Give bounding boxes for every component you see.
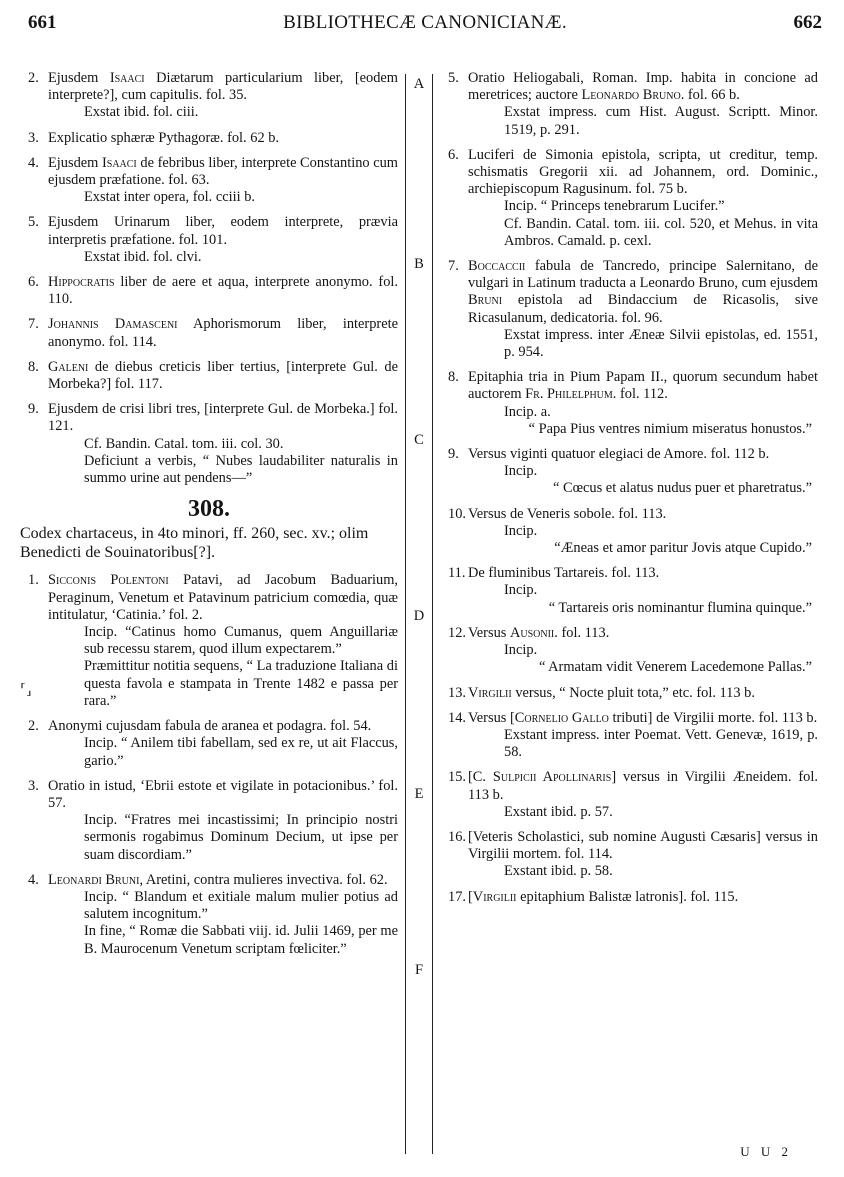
margin-letter-f: F [414,962,424,978]
list-item: 17. [Virgilii epitaphium Balistæ latronis]. fol. 115. [448,888,739,905]
list-item: 15. [C. Sulpicii Apollinaris] versus in Virgilii Æneidem. fol. 113 b. Exstant ibid. p. 57. [448,769,818,820]
list-item: 11. De fluminibus Tartareis. fol. 113. Incip. “ Tartareis oris nominantur flumina quinque.” [448,565,812,616]
margin-letter-c: C [414,432,424,448]
list-item: 6. Luciferi de Simonia epistola, scripta, ut creditur, temp. schismatis Gregorii xii. ad Johannem, ord. Dominic., archiepiscopum Ragusinum. fol. 75 b. Incip. “ Princeps tenebrarum Lucifer.” Cf. Bandin. Catal. tom. iii. col. 520, et Mehus. in vita Ambros. Camald. p. cexl. [448,146,818,249]
list-item: 12. Versus Ausonii. fol. 113. Incip. “ Armatam vidit Venerem Lacedemone Pallas.” [448,624,812,676]
list-item: 1. Sicconis Polentoni Patavi, ad Jacobum Baduarium, Peraginum, Venetum et Patavinum patricium comœdia, quæ intitulatur, ‘Catinia.’ fol. 2. Incip. “Catinus homo Cumanus, quem Anguillariæ sub recessu starem, quod illum expectarem.” Præmittitur notitia sequens, “ La traduzione Italiana di questa favola e stampata in Trente 1482 e passa per rara.” [28,572,398,709]
list-item: 4. Ejusdem Isaaci de febribus liber, interprete Constantino cum ejusdem præfatione. fol. 63. Exstat inter opera, fol. cciii b. [28,154,398,206]
list-item: 5. Oratio Heliogabali, Roman. Imp. habita in concione ad meretrices; auctore Leonardo Bruno. fol. 66 b. Exstat impress. cum Hist. August. Scriptt. Minor. 1519, p. 291. [448,70,818,138]
running-title: BIBLIOTHECÆ CANONICIANÆ. [283,12,567,33]
list-item: 9. Versus viginti quatuor elegiaci de Amore. fol. 112 b. Incip. “ Cœcus et alatus nudus puer et pharetratus.” [448,446,812,497]
list-item: 10. Versus de Veneris sobole. fol. 113. Incip. “Æneas et amor paritur Jovis atque Cupido.” [448,505,812,557]
margin-letter-a: A [413,76,425,92]
list-item: 8. Galeni de diebus creticis liber tertius, [interprete Gul. de Morbeka?] fol. 117. [28,358,398,393]
list-item: 6. Hippocratis liber de aere et aqua, interprete anonymo. fol. 110. [28,274,398,308]
list-item: 16. [Veteris Scholastici, sub nomine Augusti Cæsaris] versus in Virgilii mortem. fol. 114. Exstant ibid. p. 58. [448,828,818,880]
list-item: 9. Ejusdem de crisi libri tres, [interprete Gul. de Morbeka.] fol. 121. Cf. Bandin. Catal. tom. iii. col. 30. Deficiunt a verbis, “ Nubes laudabiliter naturalis in summo urine aut pendens—” [28,401,398,487]
list-item: 13. Virgilii versus, “ Nocte pluit tota,” etc. fol. 113 b. [448,684,755,701]
page-number-right: 662 [793,12,822,33]
page-header [28,12,822,38]
list-item: 4. Leonardi Bruni, Aretini, contra mulieres invectiva. fol. 62. Incip. “ Blandum et exitiale malum mulier potius ad salutem incognitum.” In fine, “ Romæ die Sabbati viij. id. Julii 1469, per me B. Maurocenum Venetum scriptam fœliciter.” [28,871,398,957]
margin-letter-b: B [414,256,424,272]
list-item: 3. Explicatio sphæræ Pythagoræ. fol. 62 b. [28,129,280,146]
signature-mark: U U 2 [740,1144,792,1159]
column-rule-right [432,74,433,1154]
list-item: 7. Johannis Damasceni Aphorismorum liber, interprete anonymo. fol. 114. [28,316,398,350]
list-item: 14. Versus [Cornelio Gallo tributi] de Virgilii morte. fol. 113 b. Exstant impress. inter Poemat. Vett. Genevæ, 1619, p. 58. [448,709,818,761]
right-column [440,70,818,914]
margin-letter-e: E [414,786,424,802]
page-number-left: 661 [28,12,57,33]
list-item: 5. Ejusdem Urinarum liber, eodem interprete, prævia interpretis præfatione. fol. 101. Exstat ibid. fol. clvi. [28,214,398,265]
column-rule-left [405,74,406,1154]
list-item: 7. Boccaccii fabula de Tancredo, principe Salernitano, de vulgari in Latinum traducta a Leonardo Bruno, cum ejusdem Bruni epistola ad Bindaccium de Ricasolis, sive Ricasulanum, dedicatoria. fol. 96. Exstat impress. inter Æneæ Silvii epistolas, ed. 1551, p. 954. [448,258,818,361]
list-item: 2. Anonymi cujusdam fabula de aranea et podagra. fol. 54. Incip. “ Anilem tibi fabellam, sed ex re, ut ait Flaccus, gario.” [28,718,398,769]
codex-number: 308. [188,496,230,523]
margin-letter-d: D [413,608,425,624]
list-item: 3. Oratio in istud, ‘Ebrii estote et vigilate in potacionibus.’ fol. 57. Incip. “Fratres mei incastissimi; In principio nostri sermonis rogabimus Dominum Decium, ut ipse per suam discordiam.” [28,777,398,863]
list-item: 2. Ejusdem Isaaci Diætarum particularium liber, [eodem interprete?], cum capitulis. fol. 35. Exstat ibid. fol. ciii. [28,70,398,121]
list-item: 8. Epitaphia tria in Pium Papam II., quorum secundum habet auctorem Fr. Philelphum. fol. 112. Incip. a. “ Papa Pius ventres nimium miseratus honustos.” [448,369,818,437]
left-column [20,70,398,966]
bracket-mark-icon: ⸢⸥ [20,682,32,698]
codex-description: Codex chartaceus, in 4to minori, ff. 260, sec. xv.; olim Benedicti de Souinatoribus[?]. [20,525,369,562]
